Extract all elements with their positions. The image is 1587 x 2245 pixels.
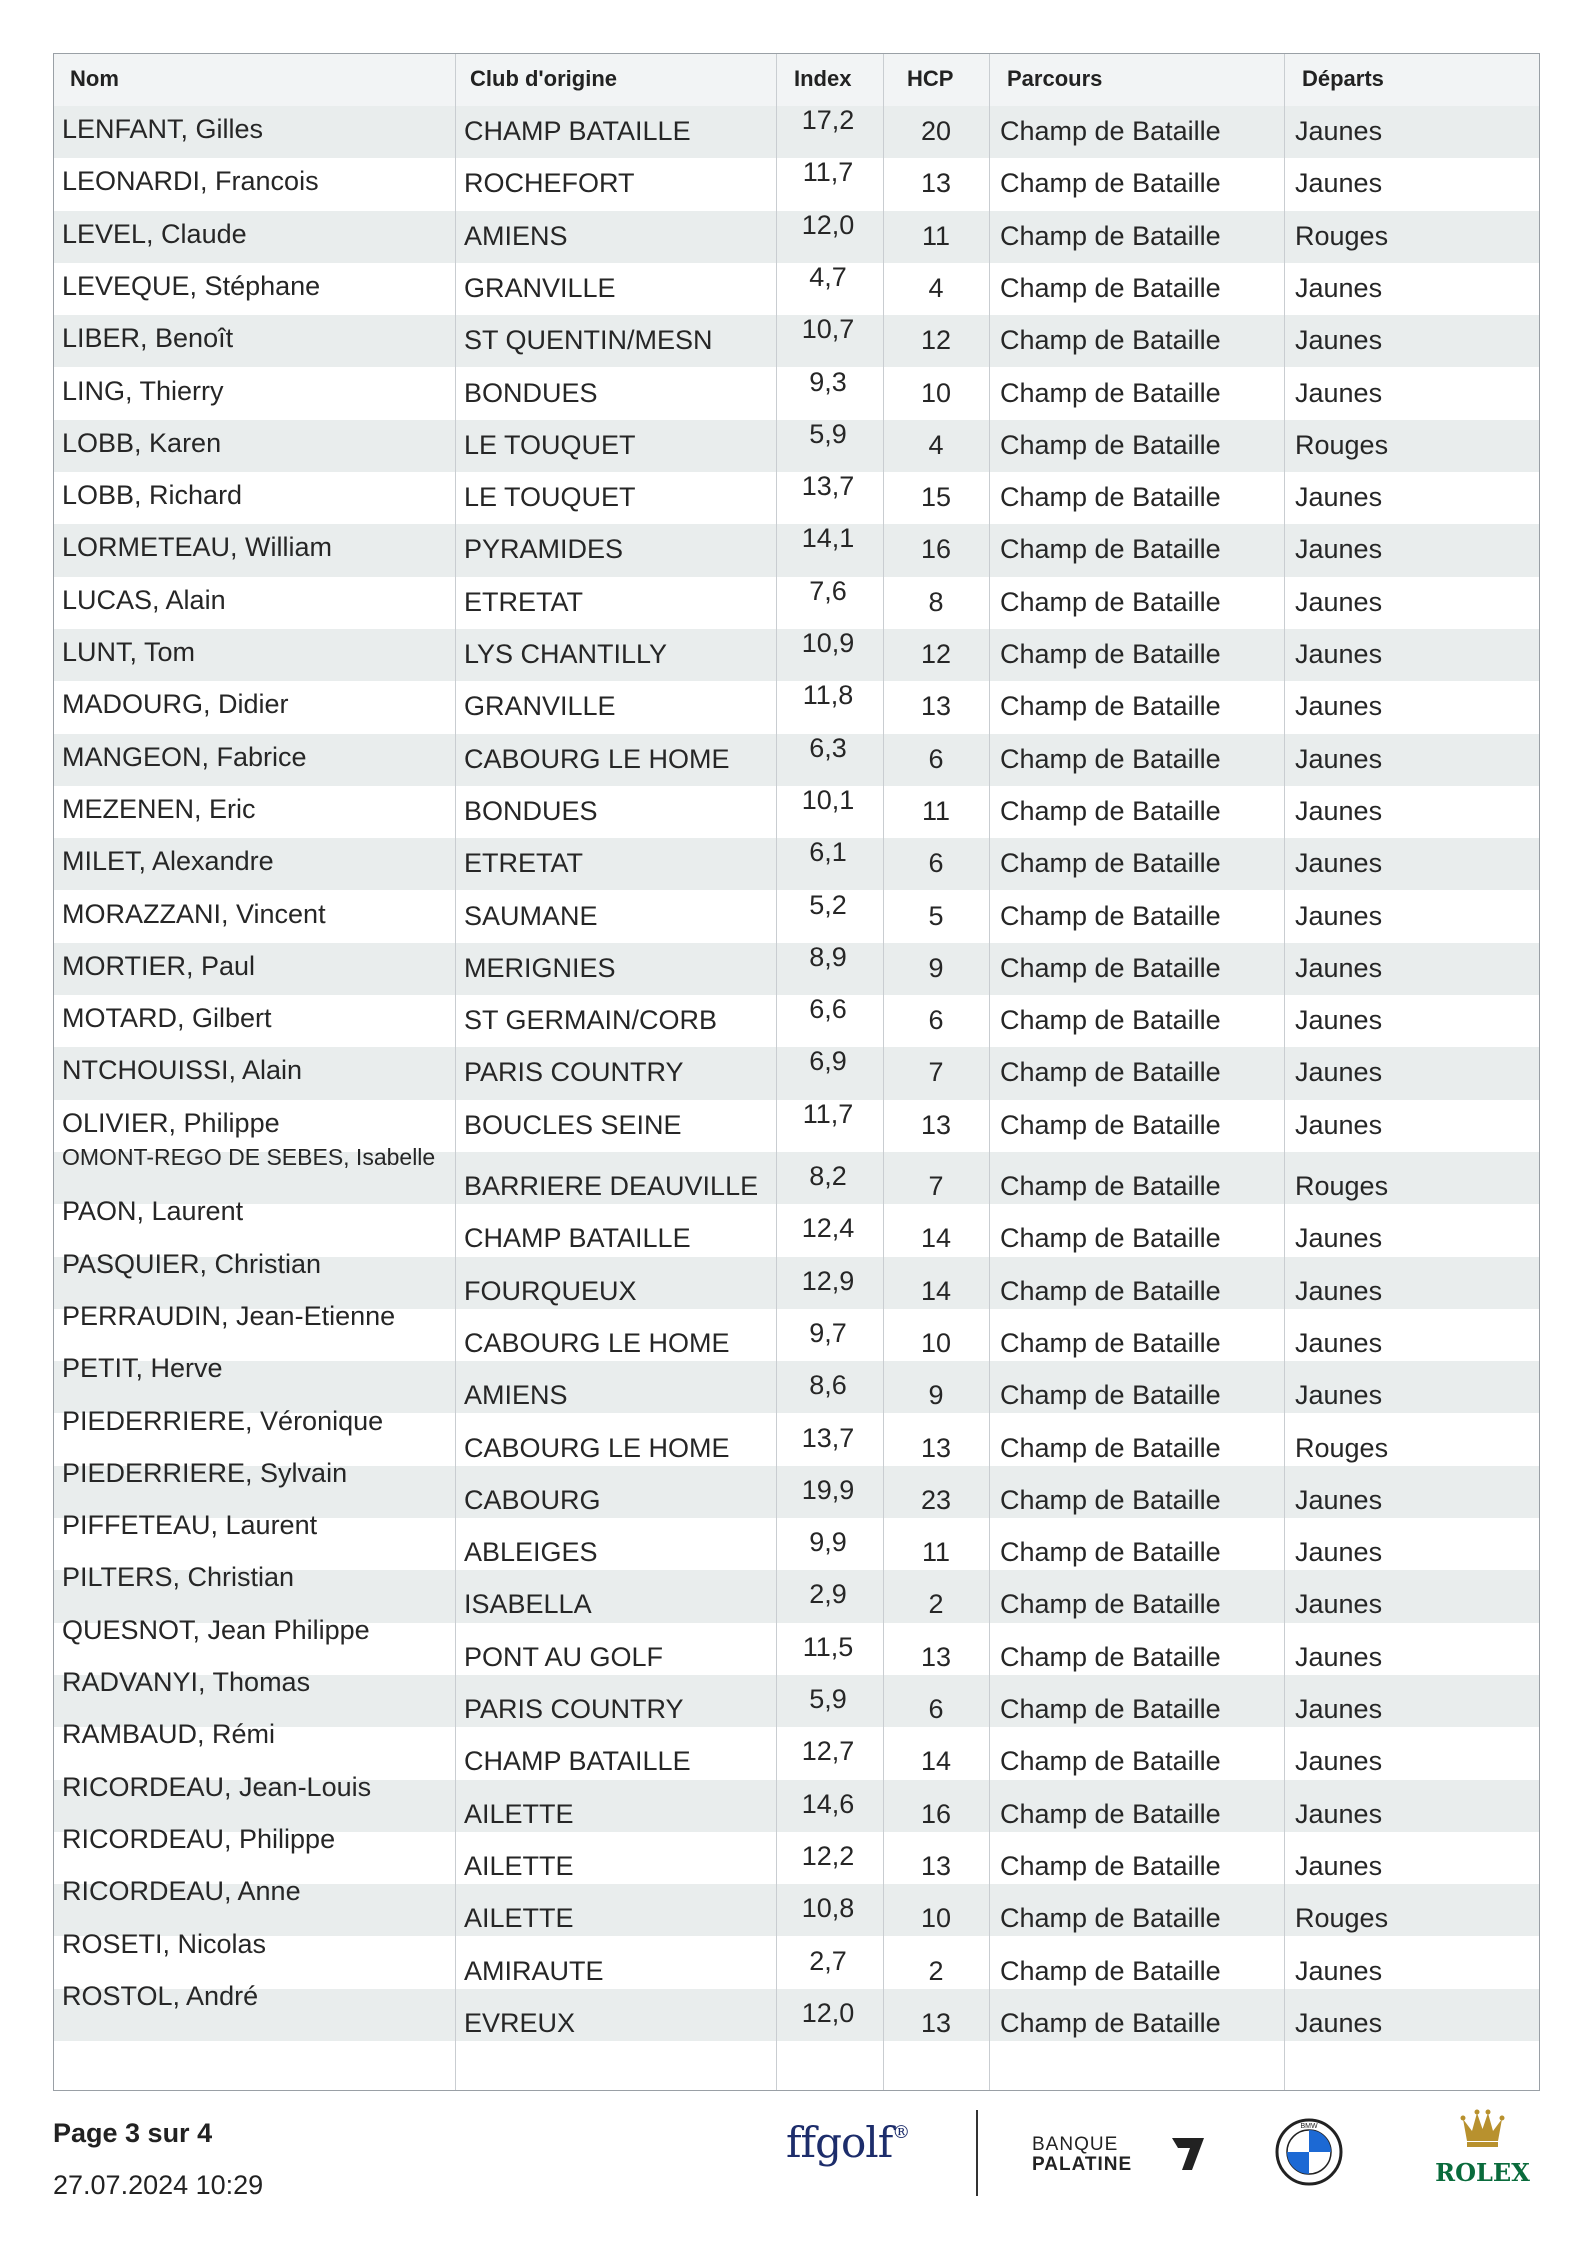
column-divider [1284,54,1285,2090]
table-row [54,995,1539,1047]
course-name: Champ de Bataille [1000,1223,1221,1254]
table-row [54,681,1539,733]
club-origin: FOURQUEUX [464,1275,637,1306]
club-origin: CABOURG [464,1484,601,1515]
course-name: Champ de Bataille [1000,220,1221,251]
player-name: LORMETEAU, William [62,532,333,563]
tee-color: Rouges [1295,1432,1389,1463]
table-row [54,315,1539,367]
player-name: RICORDEAU, Jean-Louis [62,1771,372,1802]
player-name: LOBB, Richard [62,480,243,511]
tee-color: Jaunes [1295,168,1383,199]
player-name: ROSTOL, André [62,1980,259,2011]
player-index: 8,9 [809,941,847,972]
course-name: Champ de Bataille [1000,1537,1221,1568]
tee-color: Rouges [1295,1171,1389,1201]
course-name: Champ de Bataille [1000,1057,1221,1088]
course-name: Champ de Bataille [1000,482,1221,513]
player-name: MORAZZANI, Vincent [62,898,326,929]
course-name: Champ de Bataille [1000,1432,1221,1463]
player-index: 6,6 [809,994,847,1025]
player-index: 6,9 [809,1046,847,1077]
tee-color: Jaunes [1295,1057,1383,1088]
player-name: PILTERS, Christian [62,1562,295,1593]
player-name: LUCAS, Alain [62,584,226,615]
player-index: 5,2 [809,889,847,920]
course-name: Champ de Bataille [1000,1109,1221,1140]
table-row [54,211,1539,263]
tee-color: Jaunes [1295,1641,1383,1672]
player-name: PAON, Laurent [62,1196,244,1227]
course-name: Champ de Bataille [1000,1275,1221,1306]
tee-color: Jaunes [1295,1955,1383,1986]
player-index: 11,8 [802,680,854,711]
player-name: LUNT, Tom [62,637,196,667]
course-name: Champ de Bataille [1000,743,1221,774]
club-origin: BONDUES [464,795,598,826]
table-row [54,1667,1539,1727]
club-origin: CABOURG LE HOME [464,743,730,774]
player-hcp: 7 [928,1057,944,1088]
tee-color: Jaunes [1295,639,1383,669]
club-origin: MERIGNIES [464,952,616,983]
player-index: 10,8 [801,1893,855,1924]
player-hcp: 6 [928,1005,944,1036]
table-row [54,368,1539,420]
player-name: MADOURG, Didier [62,689,289,720]
tee-color: Jaunes [1295,1589,1383,1620]
tee-color: Jaunes [1295,795,1383,826]
course-name: Champ de Bataille [1000,1380,1221,1411]
player-index: 11,5 [802,1631,854,1662]
player-hcp: 13 [920,1641,952,1672]
course-name: Champ de Bataille [1000,952,1221,983]
rolex-logo [1425,2105,1540,2190]
course-name: Champ de Bataille [1000,1641,1221,1672]
player-index: 8,6 [809,1370,847,1401]
tee-color: Rouges [1295,220,1389,251]
player-index: 7,6 [809,575,847,606]
player-index: 12,0 [801,1997,855,2028]
banque-palatine-logo [1032,2132,1212,2176]
player-hcp: 2 [928,1589,944,1620]
tee-color: Jaunes [1295,482,1383,513]
club-origin: PONT AU GOLF [464,1641,664,1672]
player-hcp: 2 [928,1955,944,1986]
table-row [54,1047,1539,1099]
player-index: 6,1 [809,837,847,868]
player-hcp: 10 [920,1903,952,1934]
course-name: Champ de Bataille [1000,1327,1221,1358]
player-index: 2,9 [809,1579,847,1610]
player-name: ROSETI, Nicolas [62,1928,267,1959]
tee-color: Jaunes [1295,1694,1383,1724]
player-hcp: 11 [921,1537,951,1568]
table-row [54,1300,1539,1361]
course-name: Champ de Bataille [1000,1171,1221,1201]
banque-text: BANQUE [1032,2134,1119,2155]
player-hcp: 14 [920,1223,952,1254]
course-name: Champ de Bataille [1000,1850,1221,1881]
palatine-mark-icon [1172,2138,1204,2170]
player-name: NTCHOUISSI, Alain [62,1055,303,1086]
player-index: 6,3 [809,732,847,763]
header-hcp: HCP [907,66,954,91]
player-name: PIFFETEAU, Laurent [62,1510,318,1541]
club-origin: GRANVILLE [464,272,616,303]
player-name: RICORDEAU, Philippe [62,1823,336,1854]
tee-color: Jaunes [1295,900,1383,931]
header-club: Club d'origine [470,66,617,91]
course-name: Champ de Bataille [1000,1903,1221,1934]
table-row [54,472,1539,524]
course-name: Champ de Bataille [1000,429,1221,460]
club-origin: PARIS COUNTRY [464,1057,684,1088]
tee-color: Jaunes [1295,272,1383,303]
player-index: 12,0 [801,209,855,240]
player-index: 9,3 [809,366,847,397]
player-hcp: 13 [920,1850,952,1881]
player-index: 19,9 [801,1474,855,1505]
tee-color: Jaunes [1295,952,1383,983]
player-name: MOTARD, Gilbert [62,1003,272,1034]
tee-color: Jaunes [1295,325,1383,356]
club-origin: LYS CHANTILLY [464,639,668,669]
tee-color: Jaunes [1295,691,1383,722]
player-name: RADVANYI, Thomas [62,1667,311,1697]
player-index: 5,9 [809,1684,847,1714]
table-row [54,1876,1539,1936]
course-name: Champ de Bataille [1000,639,1221,669]
table-row [54,1928,1539,1989]
club-origin: AILETTE [464,1850,574,1881]
player-hcp: 13 [920,168,952,199]
tee-color: Jaunes [1295,534,1383,565]
player-name: PERRAUDIN, Jean-Etienne [62,1300,396,1331]
ffgolf-wordmark: ffgolf [786,2118,893,2167]
registered-mark: ® [892,2122,910,2143]
club-origin: BONDUES [464,377,598,408]
player-name: LOBB, Karen [62,427,222,458]
player-name: LIBER, Benoît [62,323,234,354]
club-origin: BARRIERE DEAUVILLE [464,1171,759,1201]
table-row [54,106,1539,158]
player-hcp: 9 [928,1380,944,1411]
tee-color: Rouges [1295,1903,1389,1934]
tee-color: Jaunes [1295,1005,1383,1036]
player-name: OMONT-REGO DE SEBES, Isabelle [62,1144,436,1170]
player-name: MILET, Alexandre [62,846,274,877]
club-origin: PARIS COUNTRY [464,1694,684,1724]
club-origin: LE TOUQUET [464,482,636,513]
player-index: 2,7 [809,1945,847,1976]
tee-color: Jaunes [1295,2007,1383,2038]
player-name: PIEDERRIERE, Véronique [62,1405,384,1436]
header-index: Index [794,66,852,91]
club-origin: ST GERMAIN/CORB [464,1005,718,1036]
table-row [54,420,1539,472]
player-index: 10,9 [801,628,855,658]
tee-color: Rouges [1295,429,1389,460]
player-hcp: 7 [928,1171,944,1201]
club-origin: CABOURG LE HOME [464,1432,730,1463]
club-origin: CHAMP BATAILLE [464,1746,691,1777]
tee-color: Jaunes [1295,1537,1383,1568]
player-name: QUESNOT, Jean Philippe [62,1614,370,1645]
bmw-text: BMW [1300,2123,1318,2130]
tee-color: Jaunes [1295,1798,1383,1829]
player-name: LEVEQUE, Stéphane [62,270,321,301]
tee-color: Jaunes [1295,586,1383,617]
club-origin: ETRETAT [464,848,583,879]
rolex-text: ROLEX [1435,2158,1530,2187]
player-index: 12,4 [801,1213,855,1244]
table-row [54,577,1539,629]
player-name: LING, Thierry [62,375,224,406]
course-name: Champ de Bataille [1000,1005,1221,1036]
player-hcp: 6 [928,1694,944,1724]
course-name: Champ de Bataille [1000,325,1221,356]
player-hcp: 4 [928,429,944,460]
club-origin: ETRETAT [464,586,583,617]
player-name: LEVEL, Claude [62,218,247,249]
player-name: OLIVIER, Philippe [62,1107,280,1138]
player-index: 11,7 [802,157,854,188]
table-row [54,838,1539,890]
table-row [54,263,1539,315]
player-hcp: 5 [928,900,944,931]
player-hcp: 14 [920,1746,952,1777]
table-row [54,524,1539,576]
table-row [54,786,1539,838]
course-name: Champ de Bataille [1000,377,1221,408]
player-name: MORTIER, Paul [62,950,256,981]
club-origin: PYRAMIDES [464,534,624,565]
club-origin: CABOURG LE HOME [464,1327,730,1358]
player-name: PETIT, Herve [62,1353,223,1384]
player-hcp: 10 [920,377,952,408]
player-name: MANGEON, Fabrice [62,741,307,772]
player-index: 8,2 [809,1161,847,1191]
club-origin: AMIENS [464,220,568,251]
player-name: RAMBAUD, Rémi [62,1719,276,1750]
column-divider [883,54,884,2090]
player-index: 10,1 [801,784,855,815]
player-index: 11,7 [802,1098,854,1129]
club-origin: AMIENS [464,1380,568,1411]
column-divider [455,54,456,2090]
club-origin: ISABELLA [464,1589,592,1620]
course-name: Champ de Bataille [1000,691,1221,722]
course-name: Champ de Bataille [1000,272,1221,303]
table-header [54,54,1539,107]
club-origin: ST QUENTIN/MESN [464,325,713,356]
course-name: Champ de Bataille [1000,1955,1221,1986]
table-row [54,943,1539,995]
page-number: Page 3 sur 4 [53,2118,213,2148]
tee-color: Jaunes [1295,1275,1383,1306]
club-origin: CHAMP BATAILLE [464,116,691,146]
player-name: PIEDERRIERE, Sylvain [62,1457,348,1488]
course-name: Champ de Bataille [1000,116,1221,146]
course-name: Champ de Bataille [1000,1798,1221,1829]
bmw-logo [1275,2118,1343,2186]
player-hcp: 4 [928,272,944,303]
course-name: Champ de Bataille [1000,795,1221,826]
logo-divider [976,2110,978,2196]
club-origin: CHAMP BATAILLE [464,1223,691,1254]
player-index: 4,7 [809,261,847,292]
club-origin: ABLEIGES [464,1537,598,1568]
column-divider [776,54,777,2090]
player-index: 14,6 [801,1788,855,1819]
club-origin: AILETTE [464,1798,574,1829]
course-name: Champ de Bataille [1000,2007,1221,2038]
player-hcp: 11 [921,220,951,251]
tee-color: Jaunes [1295,1109,1383,1140]
table-row [54,891,1539,943]
club-origin: LE TOUQUET [464,429,636,460]
crown-icon [1461,2110,1505,2148]
tee-color: Jaunes [1295,1223,1383,1254]
table-row [54,734,1539,786]
player-hcp: 20 [920,116,952,146]
player-hcp: 8 [928,586,944,617]
club-origin: ROCHEFORT [464,168,635,199]
course-name: Champ de Bataille [1000,1746,1221,1777]
player-hcp: 6 [928,743,944,774]
player-hcp: 23 [920,1484,952,1515]
table-row [54,158,1539,210]
player-name: LEONARDI, Francois [62,166,319,197]
course-name: Champ de Bataille [1000,848,1221,879]
course-name: Champ de Bataille [1000,1589,1221,1620]
player-hcp: 16 [920,1798,952,1829]
header-parcours: Parcours [1007,66,1103,91]
player-hcp: 13 [920,691,952,722]
player-hcp: 12 [920,639,952,669]
player-hcp: 11 [921,795,951,826]
player-hcp: 13 [920,1109,952,1140]
player-index: 17,2 [801,105,855,135]
player-index: 10,7 [801,314,855,345]
player-hcp: 15 [920,482,952,513]
column-divider [989,54,990,2090]
table-row [54,629,1539,681]
tee-color: Jaunes [1295,743,1383,774]
club-origin: EVREUX [464,2007,576,2038]
player-hcp: 6 [928,848,944,879]
course-name: Champ de Bataille [1000,534,1221,565]
club-origin: GRANVILLE [464,691,616,722]
player-hcp: 13 [920,2007,952,2038]
player-hcp: 14 [920,1275,952,1306]
course-name: Champ de Bataille [1000,168,1221,199]
table-row [54,1144,1539,1204]
header-departs: Départs [1302,66,1384,91]
club-origin: AILETTE [464,1903,574,1934]
course-name: Champ de Bataille [1000,900,1221,931]
tee-color: Jaunes [1295,1746,1383,1777]
table-row [54,1980,1539,2041]
club-origin: BOUCLES SEINE [464,1109,682,1140]
club-origin: SAUMANE [464,900,598,931]
ffgolf-logo [786,2118,909,2167]
course-name: Champ de Bataille [1000,586,1221,617]
player-index: 9,7 [809,1317,847,1348]
player-name: PASQUIER, Christian [62,1248,322,1279]
course-name: Champ de Bataille [1000,1484,1221,1515]
player-index: 13,7 [801,471,855,502]
player-name: LENFANT, Gilles [62,114,264,144]
club-origin: AMIRAUTE [464,1955,604,1986]
player-hcp: 16 [920,534,952,565]
print-datetime: 27.07.2024 10:29 [53,2170,264,2200]
player-name: MEZENEN, Eric [62,793,256,824]
tee-color: Jaunes [1295,848,1383,879]
player-index: 12,9 [801,1265,855,1296]
player-index: 5,9 [809,418,847,449]
tee-color: Jaunes [1295,1327,1383,1358]
player-index: 12,7 [801,1736,855,1767]
player-hcp: 12 [920,325,952,356]
tee-color: Jaunes [1295,377,1383,408]
player-index: 14,1 [801,523,855,554]
player-index: 13,7 [801,1422,855,1453]
palatine-text: PALATINE [1032,2154,1133,2175]
tee-color: Jaunes [1295,1850,1383,1881]
player-index: 9,9 [809,1527,847,1558]
player-hcp: 13 [920,1432,952,1463]
course-name: Champ de Bataille [1000,1694,1221,1724]
tee-color: Jaunes [1295,1380,1383,1411]
tee-color: Jaunes [1295,1484,1383,1515]
players-table [53,53,1540,2091]
player-hcp: 10 [920,1327,952,1358]
tee-color: Jaunes [1295,116,1383,146]
player-index: 12,2 [801,1840,855,1871]
header-nom: Nom [70,66,119,91]
player-name: RICORDEAU, Anne [62,1876,301,1907]
player-hcp: 9 [928,952,944,983]
